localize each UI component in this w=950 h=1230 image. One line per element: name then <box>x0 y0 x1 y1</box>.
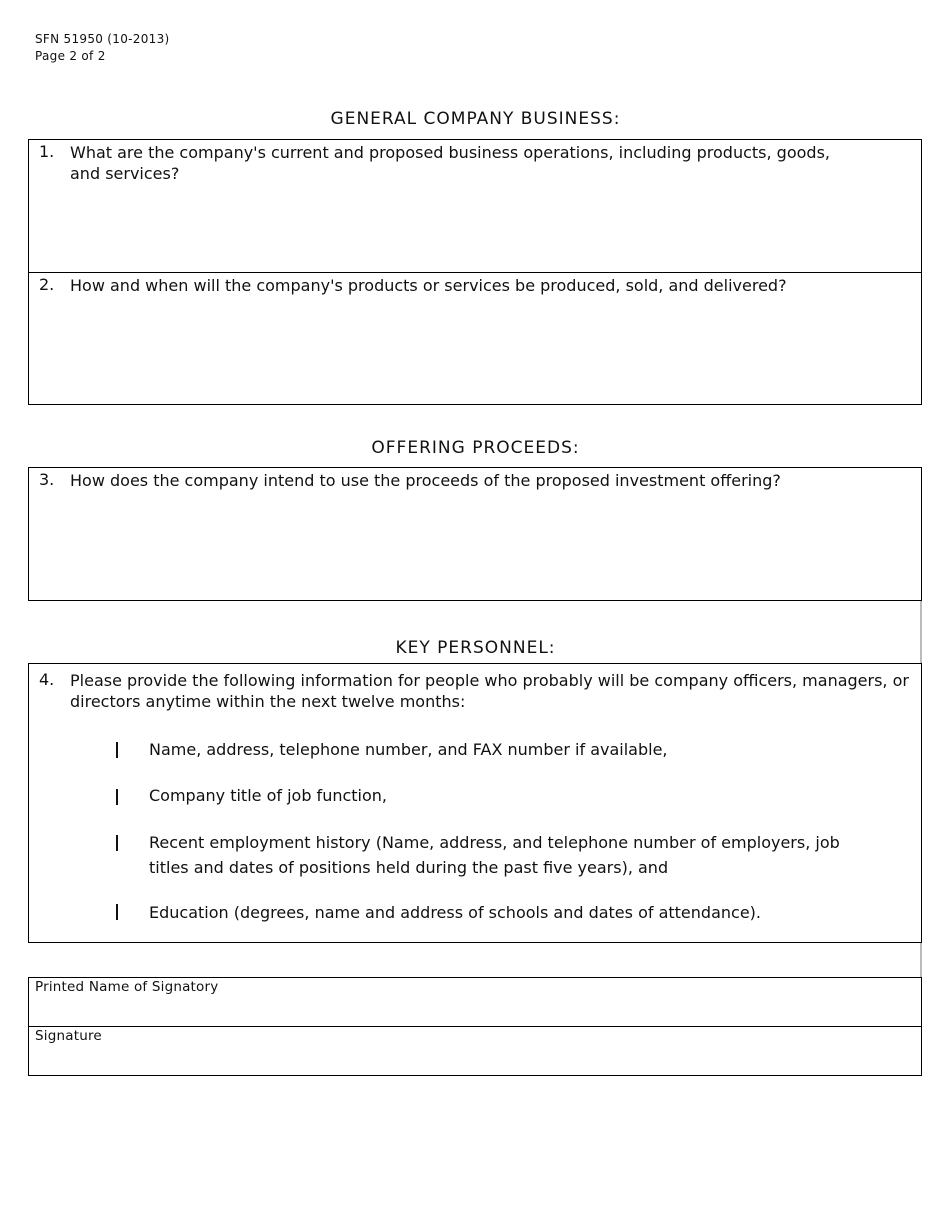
section-title-proceeds: OFFERING PROCEEDS: <box>371 438 580 458</box>
question-text: Please provide the following information for people who probably will be company officers, managers, or directors anytime within the next twelve months: <box>70 671 909 711</box>
signature-field[interactable] <box>29 1026 921 1075</box>
bullet-icon <box>116 742 118 758</box>
question-text: How does the company intend to use the proceeds of the proposed investment offering? <box>70 471 781 490</box>
printed-name-field[interactable] <box>29 978 921 1026</box>
question-text: What are the company's current and proposed business operations, including products, goods, and services? <box>70 143 830 183</box>
printed-name-label: Printed Name of Signatory <box>35 979 219 995</box>
page-number: Page 2 of 2 <box>35 49 106 63</box>
general-business-box <box>28 139 922 405</box>
bullet-item: Name, address, telephone number, and FAX number if available, <box>149 740 668 759</box>
section-title-general: GENERAL COMPANY BUSINESS: <box>330 109 621 129</box>
bullet-icon <box>116 835 118 851</box>
question-text: How and when will the company's products or services be produced, sold, and delivered? <box>70 276 787 295</box>
question-number: 3. <box>39 470 55 489</box>
offering-proceeds-box <box>28 467 922 601</box>
question-number: 4. <box>39 670 55 689</box>
question-1[interactable] <box>29 140 921 272</box>
section-title-personnel: KEY PERSONNEL: <box>395 638 556 658</box>
question-3[interactable] <box>29 468 921 600</box>
form-id: SFN 51950 (10-2013) <box>35 32 170 46</box>
bullet-item: Company title of job function, <box>149 786 387 805</box>
edge-divider <box>920 942 922 979</box>
question-2[interactable] <box>29 272 921 405</box>
key-personnel-box <box>28 663 922 943</box>
question-number: 2. <box>39 275 55 294</box>
signature-label: Signature <box>35 1028 102 1044</box>
bullet-icon <box>116 789 118 805</box>
bullet-item: Education (degrees, name and address of schools and dates of attendance). <box>149 903 761 922</box>
question-4[interactable] <box>29 668 921 938</box>
bullet-icon <box>116 904 118 920</box>
bullet-item: Recent employment history (Name, address, and telephone number of employers, job titles and dates of positions held during the past five years), and <box>149 833 840 877</box>
signature-box <box>28 977 922 1076</box>
question-number: 1. <box>39 142 55 161</box>
